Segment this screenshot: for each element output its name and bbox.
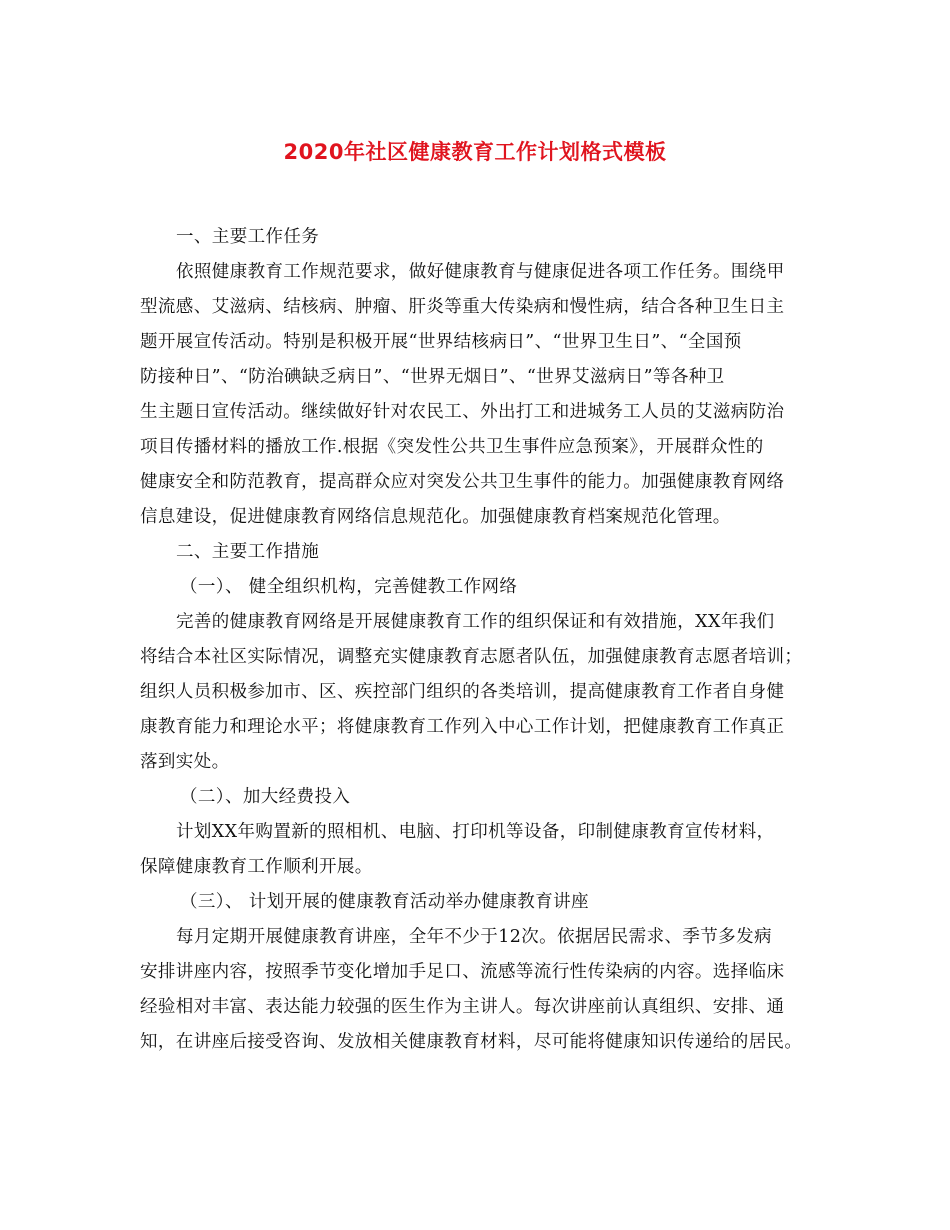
paragraph-line: 完善的健康教育网络是开展健康教育工作的组织保证和有效措施，XX年我们 <box>176 612 775 632</box>
subsection-heading: （三）、 计划开展的健康教育活动举办健康教育讲座 <box>180 892 589 912</box>
paragraph-line: 题开展宣传活动。特别是积极开展“世界结核病日”、“世界卫生日”、“全国预 <box>140 332 742 352</box>
paragraph-line: 安排讲座内容，按照季节变化增加手足口、流感等流行性传染病的内容。选择临床 <box>140 962 785 982</box>
paragraph-line: 生主题日宣传活动。继续做好针对农民工、外出打工和进城务工人员的艾滋病防治 <box>140 402 785 422</box>
paragraph-line: 每月定期开展健康教育讲座，全年不少于12次。依据居民需求、季节多发病 <box>176 927 772 947</box>
paragraph-line: 型流感、艾滋病、结核病、肿瘤、肝炎等重大传染病和慢性病，结合各种卫生日主 <box>140 297 785 317</box>
subsection-heading: （一）、 健全组织机构，完善健教工作网络 <box>180 577 518 597</box>
paragraph-line: 落到实处。 <box>140 752 230 772</box>
paragraph-line: 康教育能力和理论水平；将健康教育工作列入中心工作计划，把健康教育工作真正 <box>140 717 785 737</box>
paragraph-line: 信息建设，促进健康教育网络信息规范化。加强健康教育档案规范化管理。 <box>140 507 731 527</box>
section-heading: 二、主要工作措施 <box>176 542 320 562</box>
paragraph-line: 知，在讲座后接受咨询、发放相关健康教育材料，尽可能将健康知识传递给的居民。 <box>140 1032 803 1052</box>
paragraph-line: 组织人员积极参加市、区、疾控部门组织的各类培训，提高健康教育工作者自身健 <box>140 682 785 702</box>
paragraph-line: 将结合本社区实际情况，调整充实健康教育志愿者队伍，加强健康教育志愿者培训； <box>140 647 803 667</box>
paragraph-line: 保障健康教育工作顺利开展。 <box>140 857 373 877</box>
document-body <box>140 220 830 1060</box>
paragraph-line: 项目传播材料的播放工作.根据《突发性公共卫生事件应急预案》，开展群众性的 <box>140 437 764 457</box>
document-title: 2020年社区健康教育工作计划格式模板 <box>283 140 667 164</box>
paragraph-line: 计划XX年购置新的照相机、电脑、打印机等设备，印制健康教育宣传材料， <box>176 822 775 842</box>
section-heading: 一、主要工作任务 <box>176 227 320 247</box>
paragraph-line: 经验相对丰富、表达能力较强的医生作为主讲人。每次讲座前认真组织、安排、通 <box>140 997 785 1017</box>
paragraph-line: 依照健康教育工作规范要求，做好健康教育与健康促进各项工作任务。围绕甲 <box>176 262 785 282</box>
paragraph-line: 健康安全和防范教育，提高群众应对突发公共卫生事件的能力。加强健康教育网络 <box>140 472 785 492</box>
paragraph-line: 防接种日”、“防治碘缺乏病日”、“世界无烟日”、“世界艾滋病日”等各种卫 <box>140 367 725 387</box>
subsection-heading: （二）、加大经费投入 <box>180 787 351 807</box>
